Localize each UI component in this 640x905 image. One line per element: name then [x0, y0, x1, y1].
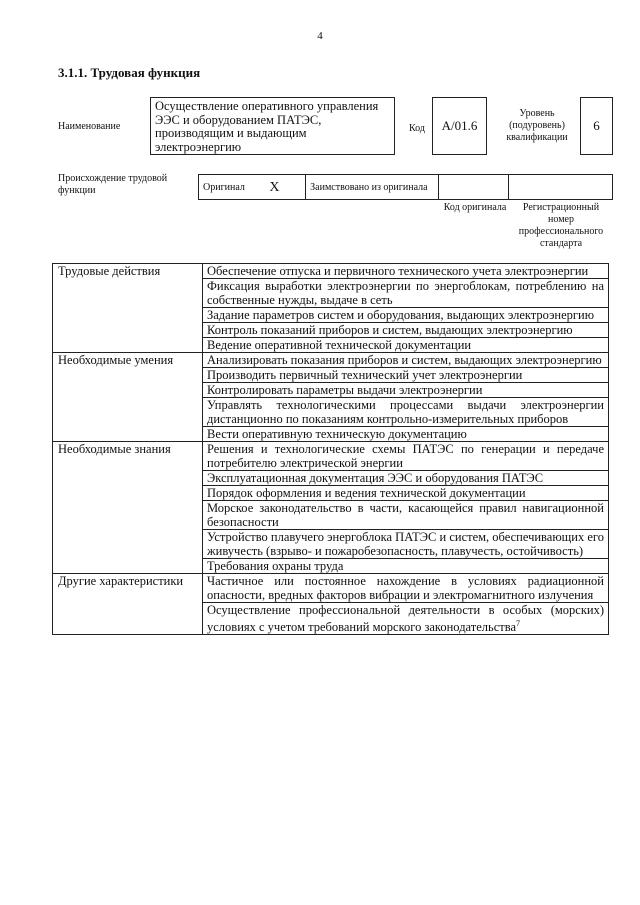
original-code-cell [438, 175, 509, 200]
code-value: A/01.6 [432, 97, 487, 155]
item-cell [203, 353, 609, 368]
section-title: 3.1.1. Трудовая функция [58, 65, 201, 80]
footnote-marker: 7 [516, 619, 521, 628]
table-row [53, 353, 609, 368]
item-cell [203, 486, 609, 501]
item-cell [203, 530, 609, 559]
item-text: Задание параметров систем и оборудования, выдающих электроэнергию [207, 308, 595, 322]
item-cell [203, 501, 609, 530]
item-cell [203, 398, 609, 427]
item-text: Требования охраны труда [207, 559, 344, 573]
item-cell [203, 264, 609, 279]
item-text: Частичное или постоянное нахождение в условиях радиационной опасности, вредных факторов вибрации и электромагнитного излучения [207, 574, 604, 602]
item-text: Решения и технологические схемы ПАТЭС по генерации и передаче потребителю электрической энергии [207, 442, 604, 470]
item-text: Контролировать параметры выдачи электроэнергии [207, 383, 483, 397]
item-cell [203, 559, 609, 574]
name-label: Наименование [58, 121, 121, 132]
item-text: Порядок оформления и ведения технической документации [207, 486, 526, 500]
item-cell [203, 442, 609, 471]
original-mark: X [265, 175, 305, 200]
item-text: Эксплуатационная документация ЭЭС и оборудования ПАТЭС [207, 471, 544, 485]
borrowed-label: Заимствовано из оригинала [306, 175, 439, 200]
function-details-table [52, 263, 609, 635]
category-cell: Необходимые знания [53, 442, 203, 574]
origin-label: Происхождение трудовой функции [58, 173, 168, 196]
item-cell [203, 383, 609, 398]
qualification-level-value: 6 [580, 97, 613, 155]
item-text: Обеспечение отпуска и первичного технического учета электроэнергии [207, 264, 589, 278]
original-label: Оригинал [199, 175, 266, 200]
item-cell [203, 471, 609, 486]
item-cell [203, 368, 609, 383]
table-row [53, 264, 609, 279]
registration-number-label: Регистрационный номер профессионального стандарта [518, 202, 604, 249]
page-number: 4 [317, 30, 323, 42]
item-cell [203, 574, 609, 603]
code-original-label: Код оригинала [443, 202, 507, 213]
item-text: Производить первичный технический учет электроэнергии [207, 368, 523, 382]
category-cell: Трудовые действия [53, 264, 203, 353]
registration-number-cell [509, 175, 613, 200]
item-text: Осуществление профессиональной деятельности в особых (морских) условиях с учетом требований морского законодательства [207, 603, 604, 635]
table-row [53, 574, 609, 603]
item-text: Управлять технологическими процессами выдачи электроэнергии дистанционно по показаниям контрольно-измерительных приборов [207, 398, 604, 426]
item-cell [203, 279, 609, 308]
item-text: Устройство плавучего энергоблока ПАТЭС и систем, обеспечивающих его живучесть (взрыво- и пожаробезопасность, плавучесть, остойчивость) [207, 530, 604, 558]
item-cell [203, 323, 609, 338]
category-cell: Другие характеристики [53, 574, 203, 635]
qualification-level-label: Уровень (подуровень) квалификации [506, 108, 568, 143]
item-text: Фиксация выработки электроэнергии по энергоблокам, потреблению на собственные нужды, выдаче в сеть [207, 279, 604, 307]
item-text: Вести оперативную техническую документацию [207, 427, 467, 441]
item-cell [203, 308, 609, 323]
item-cell [203, 603, 609, 635]
table-row [53, 442, 609, 471]
item-cell [203, 338, 609, 353]
category-cell: Необходимые умения [53, 353, 203, 442]
origin-table [198, 174, 613, 200]
item-text: Анализировать показания приборов и систем, выдающих электроэнергию [207, 353, 602, 367]
code-label: Код [409, 123, 425, 134]
item-text: Контроль показаний приборов и систем, выдающих электроэнергию [207, 323, 573, 337]
function-name-value: Осуществление оперативного управления ЭЭС и оборудованием ПАТЭС, производящим и выдающим электроэнергию [150, 97, 395, 155]
item-cell [203, 427, 609, 442]
item-text: Морское законодательство в части, касающейся правил навигационной безопасности [207, 501, 604, 529]
item-text: Ведение оперативной технической документации [207, 338, 472, 352]
